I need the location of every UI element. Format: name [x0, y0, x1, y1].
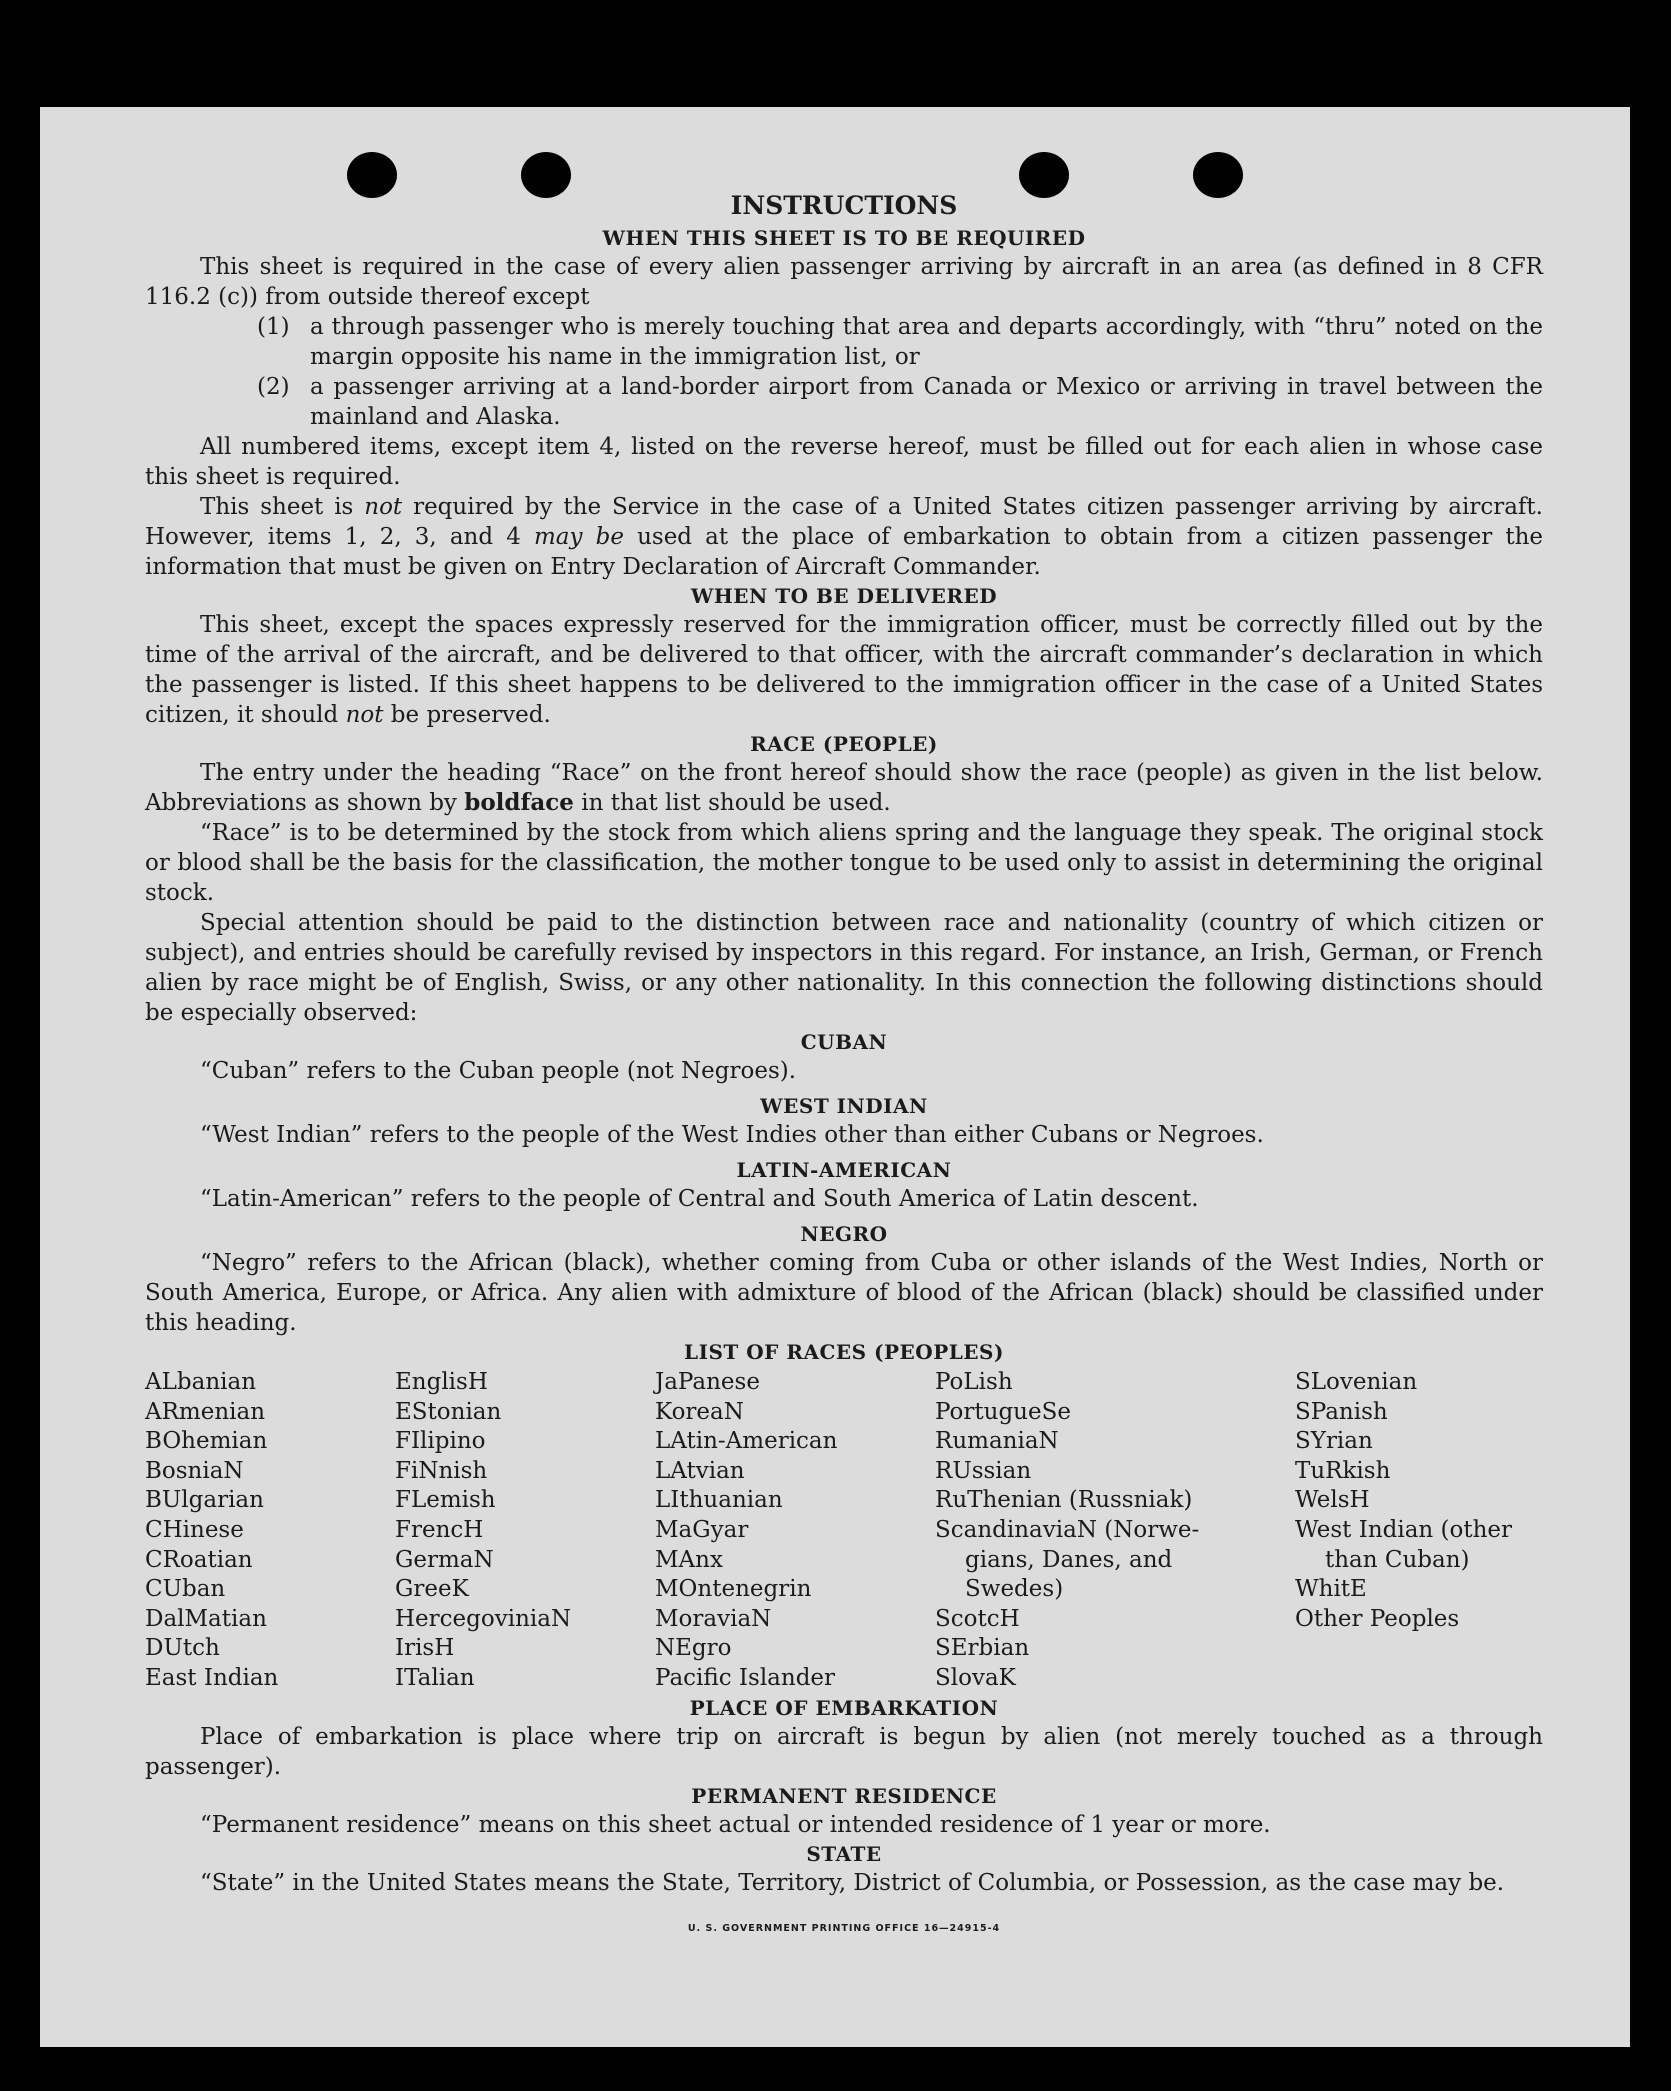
race-entry: HercegoviniaN — [395, 1605, 572, 1632]
text-run: be preserved. — [383, 702, 551, 728]
paragraph — [145, 492, 1543, 582]
paragraph — [145, 610, 1543, 730]
race-column — [395, 1368, 655, 1694]
race-entry: CUban — [145, 1576, 226, 1603]
italic-text: not — [364, 494, 403, 520]
race-entry: MAnx — [655, 1546, 723, 1573]
paragraph: “State” in the United States means the State, Territory, District of Columbia, or Possession, as the case may be. — [200, 1869, 1505, 1896]
race-entry: RumaniaN — [935, 1428, 1059, 1455]
race-entry: SErbian — [935, 1635, 1030, 1662]
race-entry: WelsH — [1295, 1487, 1370, 1514]
race-entry: LAtin-American — [655, 1428, 838, 1455]
race-column — [1295, 1368, 1545, 1694]
race-entry: NEgro — [655, 1635, 732, 1662]
race-entry: CRoatian — [145, 1546, 253, 1573]
section-heading: WHEN TO BE DELIVERED — [690, 584, 998, 608]
instructions-content — [145, 190, 1543, 1944]
race-entry: RUssian — [935, 1457, 1032, 1484]
race-entry: SlovaK — [935, 1664, 1016, 1691]
race-entry: JaPanese — [655, 1369, 760, 1395]
race-entry: DalMatian — [145, 1605, 267, 1632]
race-entry: LIthuanian — [655, 1487, 783, 1514]
item-text: a through passenger who is merely touching that area and departs accordingly, with “thru” noted on the margin opposite his name in the immigration list, or — [310, 314, 1543, 370]
section-heading: CUBAN — [800, 1030, 888, 1054]
race-entry: BUlgarian — [145, 1487, 264, 1514]
paragraph — [145, 758, 1543, 818]
race-entry: LAtvian — [655, 1457, 745, 1484]
list-item — [145, 312, 1543, 372]
race-entry: West Indian (other — [1295, 1516, 1513, 1543]
race-entry: GreeK — [395, 1576, 469, 1603]
race-entry: PoLish — [935, 1369, 1013, 1395]
race-entry: CHinese — [145, 1516, 244, 1543]
race-entry: Other Peoples — [1295, 1605, 1460, 1632]
race-entry: FrencH — [395, 1516, 484, 1543]
section-heading: NEGRO — [800, 1222, 888, 1246]
paragraph: “Permanent residence” means on this sheet actual or intended residence of 1 year or more. — [200, 1811, 1271, 1838]
race-entry: WhitE — [1295, 1576, 1367, 1603]
race-entry: RuThenian (Russniak) — [935, 1487, 1193, 1514]
race-list — [145, 1368, 1543, 1694]
item-number: (2) — [257, 374, 290, 400]
race-entry: MaGyar — [655, 1516, 749, 1543]
paragraph: “Race” is to be determined by the stock from which aliens spring and the language they speak. The original stock or blood shall be the basis for the classification, the mother tongue to be used only to assist in determining the original stock. — [145, 820, 1543, 906]
text-run: The entry under the heading “Race” on the front hereof should show the race (people) as given in the list below. Abbreviations as shown by — [145, 760, 1543, 816]
paragraph: “Cuban” refers to the Cuban people (not Negroes). — [200, 1058, 797, 1084]
paragraph: This sheet is required in the case of every alien passenger arriving by aircraft in an area (as defined in 8 CFR 116.2 (c)) from outside thereof except — [145, 254, 1543, 310]
race-entry: EnglisH — [395, 1369, 488, 1395]
race-entry: East Indian — [145, 1664, 279, 1691]
document-sheet — [40, 107, 1630, 2047]
section-heading: LATIN-AMERICAN — [736, 1158, 952, 1182]
race-entry: KoreaN — [655, 1398, 744, 1425]
section-heading: LIST OF RACES (PEOPLES) — [684, 1340, 1004, 1364]
race-column — [145, 1368, 395, 1694]
italic-text: may be — [533, 524, 624, 550]
text-run: required by the Service in the case of a United States citizen passenger arriving by aircraft. However, items 1, 2, 3, and 4 — [145, 494, 1543, 550]
list-item — [145, 372, 1543, 432]
item-number: (1) — [257, 314, 290, 340]
race-column — [655, 1368, 935, 1694]
printer-imprint: U. S. GOVERNMENT PRINTING OFFICE 16—24915-4 — [687, 1922, 1001, 1934]
race-entry: BosniaN — [145, 1457, 244, 1484]
paragraph: “West Indian” refers to the people of the West Indies other than either Cubans or Negroes. — [200, 1122, 1264, 1148]
paragraph: “Latin-American” refers to the people of Central and South America of Latin descent. — [200, 1186, 1199, 1212]
race-entry: ALbanian — [145, 1369, 257, 1395]
race-entry: ScotcH — [935, 1605, 1020, 1632]
section-heading: PERMANENT RESIDENCE — [691, 1783, 997, 1808]
race-entry: TuRkish — [1295, 1457, 1391, 1484]
race-entry: SYrian — [1295, 1428, 1373, 1455]
race-entry: Pacific Islander — [655, 1664, 836, 1691]
race-entry-continued: than Cuban) — [1325, 1546, 1470, 1573]
item-text: a passenger arriving at a land-border airport from Canada or Mexico or arriving in travel between the mainland and Alaska. — [310, 374, 1543, 430]
section-heading: RACE (PEOPLE) — [750, 732, 938, 756]
race-entry: GermaN — [395, 1546, 494, 1573]
race-entry: DUtch — [145, 1635, 220, 1662]
race-entry: BOhemian — [145, 1428, 268, 1455]
section-heading: PLACE OF EMBARKATION — [689, 1695, 999, 1720]
race-entry: EStonian — [395, 1398, 502, 1425]
paragraph: Place of embarkation is place where trip on aircraft is begun by alien (not merely touched as a through passenger). — [145, 1723, 1543, 1780]
section-heading: STATE — [806, 1841, 882, 1866]
race-entry: IrisH — [395, 1635, 455, 1662]
race-entry: MOntenegrin — [655, 1576, 812, 1603]
paragraph: “Negro” refers to the African (black), whether coming from Cuba or other islands of the West Indies, North or South America, Europe, or Africa. Any alien with admixture of blood of the African (black) should be classified under this heading. — [145, 1250, 1543, 1336]
race-entry: SLovenian — [1295, 1369, 1418, 1395]
text-run: in that list should be used. — [573, 790, 891, 816]
section-heading: WEST INDIAN — [760, 1094, 928, 1118]
race-entry: PortugueSe — [935, 1398, 1071, 1425]
text-run: used at the place of embarkation to obtain from a citizen passenger the information that must be given on Entry Declaration of Aircraft Commander. — [145, 524, 1543, 580]
bold-text: boldface — [464, 789, 574, 816]
race-entry: ARmenian — [145, 1398, 266, 1425]
race-column — [935, 1368, 1295, 1694]
section-heading: WHEN THIS SHEET IS TO BE REQUIRED — [602, 226, 1086, 250]
race-entry-continued: Swedes) — [965, 1576, 1064, 1603]
italic-text: not — [345, 702, 384, 728]
race-entry: FLemish — [395, 1487, 496, 1514]
race-entry-continued: gians, Danes, and — [965, 1546, 1173, 1573]
race-entry: FIlipino — [395, 1428, 486, 1455]
race-entry: FiNnish — [395, 1457, 488, 1484]
text-run: This sheet, except the spaces expressly reserved for the immigration officer, must be correctly filled out by the time of the arrival of the aircraft, and be delivered to that officer, with the aircraft commander’s declaration in which the passenger is listed. If this sheet happens to be delivered to the immigration officer in the case of a United States citizen, it should — [145, 612, 1543, 728]
page-title: INSTRUCTIONS — [730, 191, 958, 220]
race-entry: MoraviaN — [655, 1605, 772, 1632]
paragraph: Special attention should be paid to the distinction between race and nationality (country of which citizen or subject), and entries should be carefully revised by inspectors in this regard. For instance, an Irish, German, or French alien by race might be of English, Swiss, or any other nationality. In this connection the following distinctions should be especially observed: — [145, 910, 1543, 1026]
race-entry: ITalian — [395, 1664, 475, 1691]
race-entry: ScandinaviaN (Norwe- — [935, 1516, 1200, 1543]
paragraph: All numbered items, except item 4, listed on the reverse hereof, must be filled out for each alien in whose case this sheet is required. — [145, 434, 1543, 490]
text-run: This sheet is — [200, 494, 365, 520]
race-entry: SPanish — [1295, 1398, 1388, 1425]
